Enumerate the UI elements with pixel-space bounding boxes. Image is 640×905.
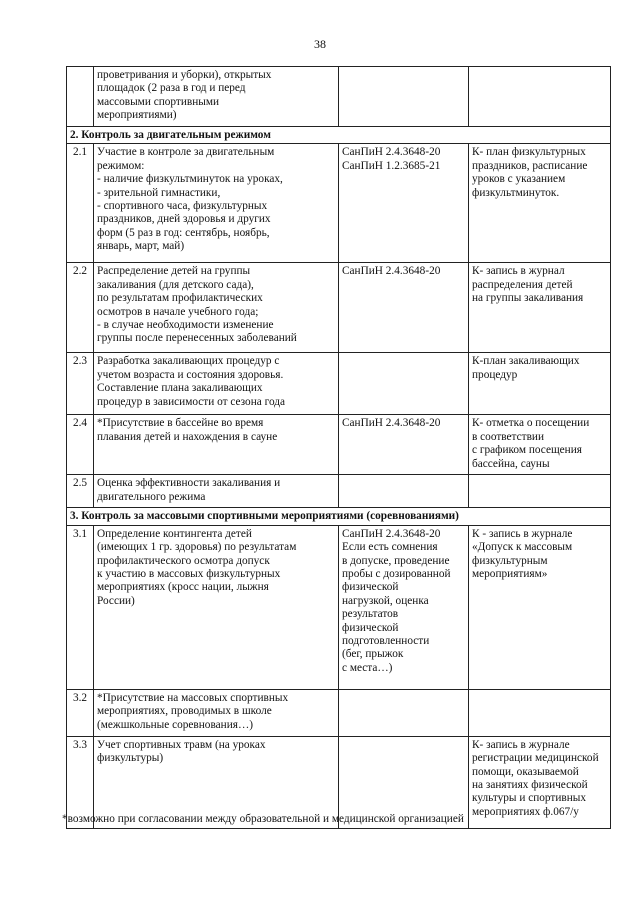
row-activity: *Присутствие в бассейне во время плавания детей и нахождения в сауне bbox=[94, 415, 339, 475]
row-number: 2.5 bbox=[67, 475, 94, 508]
control-table bbox=[66, 66, 611, 829]
row-activity: Распределение детей на группы закаливания (для детского сада), по результатам профилактических осмотров в начале учебного года; - в случае необходимости изменение группы после перенесенных заболеваний bbox=[94, 263, 339, 353]
row-form bbox=[469, 475, 611, 508]
section-header-row bbox=[67, 127, 611, 144]
row-basis: СанПиН 2.4.3648-20 bbox=[339, 263, 469, 353]
row-basis bbox=[339, 689, 469, 736]
row-form: К-план закаливающих процедур bbox=[469, 353, 611, 415]
row-form: К- запись в журнале регистрации медицинской помощи, оказываемой на занятиях физической культуры и спортивных мероприятиях ф.067/у bbox=[469, 736, 611, 828]
table-row bbox=[67, 689, 611, 736]
form-cell bbox=[469, 67, 611, 127]
row-activity: Оценка эффективности закаливания и двигательного режима bbox=[94, 475, 339, 508]
row-basis bbox=[339, 475, 469, 508]
row-activity: Учет спортивных травм (на уроках физкультуры) bbox=[94, 736, 339, 828]
row-form: К - запись в журнале «Допуск к массовым физкультурным мероприятиям» bbox=[469, 525, 611, 689]
row-number-cell bbox=[67, 67, 94, 127]
row-number: 3.3 bbox=[67, 736, 94, 828]
table-row bbox=[67, 144, 611, 263]
row-number: 2.2 bbox=[67, 263, 94, 353]
row-form: К- отметка о посещении в соответствии с графиком посещения бассейна, сауны bbox=[469, 415, 611, 475]
row-basis bbox=[339, 353, 469, 415]
table-row bbox=[67, 415, 611, 475]
row-number: 3.2 bbox=[67, 689, 94, 736]
row-form: К- запись в журнал распределения детей на группы закаливания bbox=[469, 263, 611, 353]
table-row bbox=[67, 67, 611, 127]
row-activity: Участие в контроле за двигательным режимом: - наличие физкультминуток на уроках, - зрительной гимнастики, - спортивного часа, физкультурных праздников, дней здоровья и других форм (5 раз в год: сентябрь, ноябрь, январь, март, май) bbox=[94, 144, 339, 263]
row-number: 2.3 bbox=[67, 353, 94, 415]
row-activity: *Присутствие на массовых спортивных мероприятиях, проводимых в школе (межшкольные соревнования…) bbox=[94, 689, 339, 736]
basis-cell bbox=[339, 67, 469, 127]
row-form bbox=[469, 689, 611, 736]
row-number: 2.1 bbox=[67, 144, 94, 263]
page-number: 38 bbox=[314, 37, 326, 51]
row-activity: Определение контингента детей (имеющих 1 гр. здоровья) по результатам профилактического осмотра допуск к участию в массовых физкультурных мероприятиях (кросс нации, лыжня России) bbox=[94, 525, 339, 689]
row-number: 3.1 bbox=[67, 525, 94, 689]
row-activity: Разработка закаливающих процедур с учетом возраста и состояния здоровья. Составление плана закаливающих процедур в зависимости от сезона года bbox=[94, 353, 339, 415]
row-number: 2.4 bbox=[67, 415, 94, 475]
row-form: К- план физкультурных праздников, расписание уроков с указанием физкультминуток. bbox=[469, 144, 611, 263]
row-basis: СанПиН 2.4.3648-20 bbox=[339, 415, 469, 475]
row-basis: СанПиН 2.4.3648-20 Если есть сомнения в допуске, проведение пробы с дозированной физической нагрузкой, оценка результатов физической подготовленности (бег, прыжок с места…) bbox=[339, 525, 469, 689]
section-2-title: 2. Контроль за двигательным режимом bbox=[67, 127, 611, 144]
section-header-row bbox=[67, 508, 611, 525]
table-row bbox=[67, 263, 611, 353]
section-3-title: 3. Контроль за массовыми спортивными мероприятиями (соревнованиями) bbox=[67, 508, 611, 525]
row-basis: СанПиН 2.4.3648-20 СанПиН 1.2.3685-21 bbox=[339, 144, 469, 263]
table-row bbox=[67, 475, 611, 508]
continuation-activity-cell: проветривания и уборки), открытых площадок (2 раза в год и перед массовыми спортивными мероприятиями) bbox=[94, 67, 339, 127]
footnote: *возможно при согласовании между образовательной и медицинской организацией bbox=[62, 813, 464, 825]
table-row bbox=[67, 353, 611, 415]
table-row bbox=[67, 525, 611, 689]
